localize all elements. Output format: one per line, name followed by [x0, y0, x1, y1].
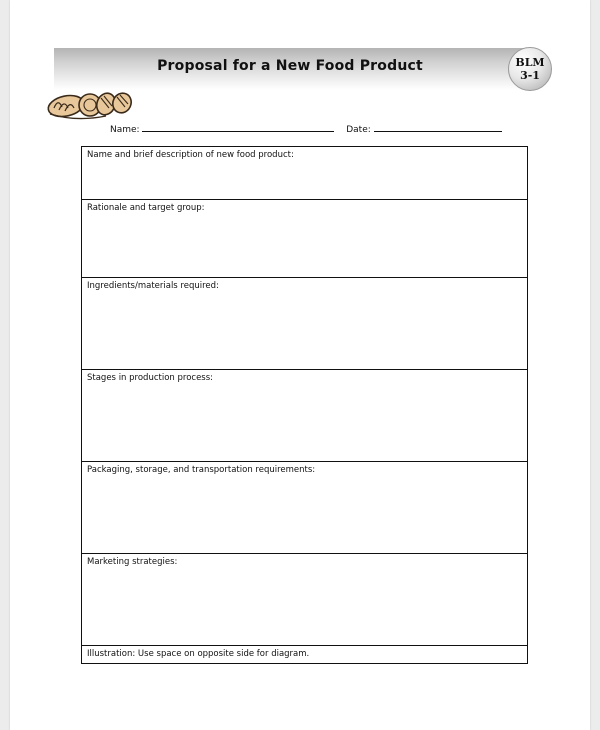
section-label: Illustration: Use space on opposite side for diagram. — [87, 649, 310, 659]
badge-line-1: BLM — [515, 56, 545, 69]
badge-line-2: 3-1 — [520, 69, 540, 82]
section-rationale[interactable] — [82, 200, 527, 278]
section-label: Name and brief description of new food product: — [87, 150, 294, 160]
bread-loaves-icon — [46, 88, 134, 124]
page-title: Proposal for a New Food Product — [157, 58, 423, 74]
name-label: Name: — [110, 125, 140, 135]
section-description[interactable] — [82, 147, 527, 200]
date-field[interactable] — [374, 122, 502, 132]
document-page — [10, 0, 590, 730]
blm-badge — [508, 47, 552, 91]
section-packaging[interactable] — [82, 462, 527, 554]
section-label: Packaging, storage, and transportation requirements: — [87, 465, 316, 475]
date-label: Date: — [346, 125, 371, 135]
section-label: Stages in production process: — [87, 373, 214, 383]
section-marketing[interactable] — [82, 554, 527, 646]
section-ingredients[interactable] — [82, 278, 527, 370]
section-illustration[interactable] — [82, 646, 527, 663]
section-label: Marketing strategies: — [87, 557, 178, 567]
section-label: Ingredients/materials required: — [87, 281, 219, 291]
name-date-row — [110, 122, 502, 135]
proposal-form-table — [81, 146, 528, 664]
section-label: Rationale and target group: — [87, 203, 205, 213]
name-field[interactable] — [142, 122, 334, 132]
section-stages[interactable] — [82, 370, 527, 462]
